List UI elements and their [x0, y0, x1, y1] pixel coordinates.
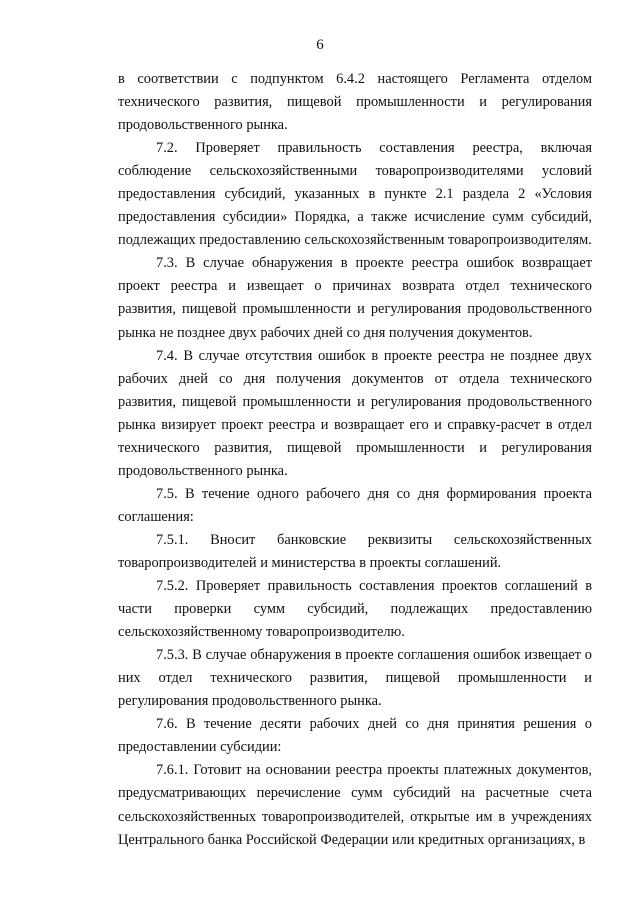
- paragraph-7-5-2: 7.5.2. Проверяет правильность составления проектов соглашений в части проверки сумм субсидий, подлежащих предоставлению сельскохозяйственному товаропроизводителю.: [118, 578, 592, 641]
- paragraph-7-6-1: 7.6.1. Готовит на основании реестра проекты платежных документов, предусматривающих перечисление сумм субсидий на расчетные счета сельскохозяйственных товаропроизводителей, открытые им в учреждениях Центрального банка Российской Федерации или кредитных организациях, в: [118, 762, 592, 848]
- paragraph-7-5-1: 7.5.1. Вносит банковские реквизиты сельскохозяйственных товаропроизводителей и министерства в проекты соглашений.: [118, 531, 592, 571]
- page-number: 6: [316, 37, 324, 53]
- paragraph-7-3: 7.3. В случае обнаружения в проекте реестра ошибок возвращает проект реестра и извещает о причинах возврата отдел технического развития, пищевой промышленности и регулирования продовольственного рынка не позднее двух рабочих дней со дня получения документов.: [118, 255, 592, 341]
- paragraph-7-5: 7.5. В течение одного рабочего дня со дня формирования проекта соглашения:: [118, 485, 592, 525]
- paragraph-7-6: 7.6. В течение десяти рабочих дней со дня принятия решения о предоставлении субсидии:: [118, 716, 592, 756]
- paragraph-7-2: 7.2. Проверяет правильность составления реестра, включая соблюдение сельскохозяйственными товаропроизводителями условий предоставления субсидий, указанных в пункте 2.1 раздела 2 «Условия предоставления субсидии» Порядка, а также исчисление сумм субсидий, подлежащих предоставлению сельскохозяйственным товаропроизводителям.: [118, 140, 592, 249]
- paragraph-7-4: 7.4. В случае отсутствия ошибок в проекте реестра не позднее двух рабочих дней со дня получения документов от отдела технического развития, пищевой промышленности и регулирования продовольственного рынка визирует проект реестра и возвращает его и справку-расчет в отдел технического развития, пищевой промышленности и регулирования продовольственного рынка.: [118, 347, 592, 479]
- document-body: [118, 68, 592, 852]
- paragraph-continuation: в соответствии с подпунктом 6.4.2 настоящего Регламента отделом технического развития, пищевой промышленности и регулирования продовольственного рынка.: [118, 71, 592, 134]
- paragraph-7-5-3: 7.5.3. В случае обнаружения в проекте соглашения ошибок извещает о них отдел технического развития, пищевой промышленности и регулирования продовольственного рынка.: [118, 647, 592, 710]
